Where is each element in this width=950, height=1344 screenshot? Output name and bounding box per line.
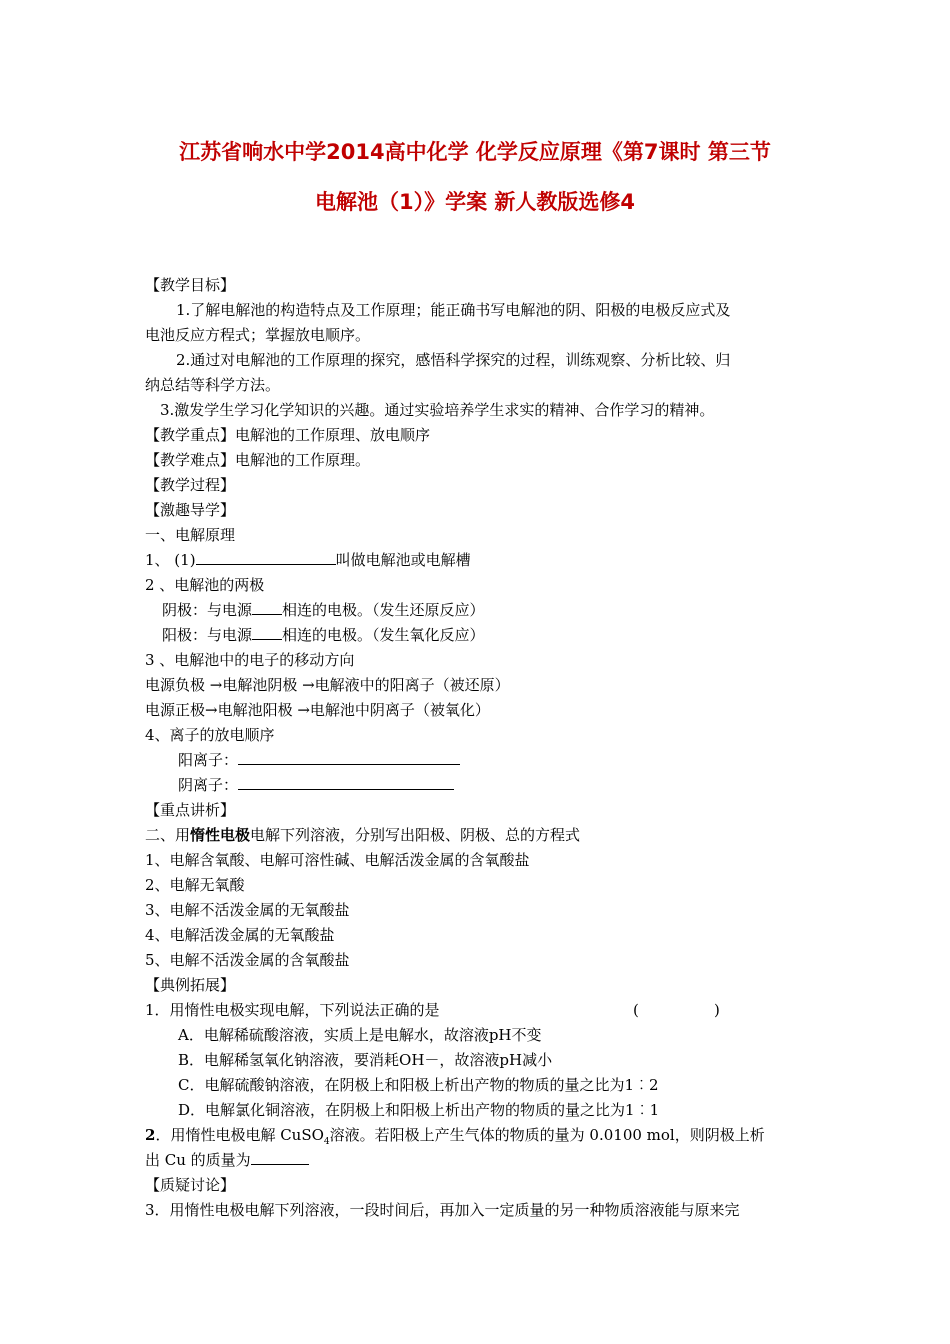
discussion-heading: 【质疑讨论】: [145, 1176, 236, 1194]
question-1-suffix: 叫做电解池或电解槽: [335, 551, 471, 569]
anode-line: [162, 625, 485, 645]
list-item: 4、电解活泼金属的无氧酸盐: [145, 926, 335, 944]
subscript: 4: [323, 1137, 330, 1147]
answer-blank: [252, 625, 282, 640]
option-c: C．电解硫酸钠溶液，在阴极上和阳极上析出产物的物质的量之比为1︰2: [178, 1076, 659, 1094]
answer-paren-right: ): [714, 1001, 720, 1019]
question-text-2: 溶液。若阳极上产生气体的物质的量为 0.0100 mol，则阴极上析: [329, 1126, 765, 1144]
objective-1a: 1.了解电解池的构造特点及工作原理；能正确书写电解池的阴、阳极的电极反应式及: [176, 301, 731, 319]
cathode-label: 阴极：与电源: [162, 601, 253, 619]
anode-label: 阳极：与电源: [162, 626, 253, 644]
cathode-desc: 相连的电极。（发生还原反应）: [282, 601, 485, 619]
anion-order: [178, 775, 454, 795]
intro-text-2: 电解下列溶液，分别写出阳极、阴极、总的方程式: [250, 826, 581, 844]
list-item: 5、电解不活泼金属的含氧酸盐: [145, 951, 350, 969]
discussion-question-3: 3．用惰性电极电解下列溶液，一段时间后，再加入一定质量的另一种物质溶液能与原来完: [145, 1201, 740, 1219]
objective-3: 3.激发学生学习化学知识的兴趣。通过实验培养学生求实的精神、合作学习的精神。: [160, 401, 715, 419]
question-1-prefix: 1、 (1): [145, 551, 196, 569]
answer-blank: [252, 600, 282, 615]
cation-order: [178, 750, 460, 770]
difficulties: 【教学难点】电解池的工作原理。: [145, 451, 371, 469]
list-item: 3、电解不活泼金属的无氧酸盐: [145, 901, 350, 919]
example-question-2: [145, 1125, 765, 1152]
anion-label: 阴离子：: [178, 776, 239, 794]
option-a: A．电解稀硫酸溶液，实质上是电解水，故溶液pH不变: [178, 1026, 542, 1044]
objective-2a: 2.通过对电解池的工作原理的探究，感悟科学探究的过程，训练观察、分析比较、归: [176, 351, 731, 369]
list-item: 2、电解无氧酸: [145, 876, 245, 894]
example-question-2-cont: [145, 1150, 309, 1170]
electron-flow-2: 电源正极→电解池阳极 →电解池中阴离子（被氧化）: [145, 701, 490, 719]
option-d: D．电解氯化铜溶液，在阴极上和阳极上析出产物的物质的量之比为1︰1: [178, 1101, 660, 1119]
key-points: 【教学重点】电解池的工作原理、放电顺序: [145, 426, 431, 444]
objective-1b: 电池反应方程式；掌握放电顺序。: [145, 326, 371, 344]
question-1: [145, 550, 471, 570]
process-heading: 【教学过程】: [145, 476, 236, 494]
anode-desc: 相连的电极。（发生氧化反应）: [282, 626, 485, 644]
question-text-3: 出 Cu 的质量为: [145, 1151, 251, 1169]
question-3: 3 、电解池中的电子的移动方向: [145, 651, 355, 669]
objectives-heading: 【教学目标】: [145, 276, 236, 294]
question-2: 2 、电解池的两极: [145, 576, 265, 594]
answer-blank: [238, 775, 454, 790]
title-line-1: 江苏省响水中学2014高中化学 化学反应原理《第7课时 第三节: [179, 140, 771, 164]
cation-label: 阳离子：: [178, 751, 239, 769]
answer-blank: [251, 1150, 309, 1165]
intro-text: 二、用: [145, 826, 191, 844]
example-question-1: 1．用惰性电极实现电解，下列说法正确的是: [145, 1001, 440, 1019]
section2-heading: 【重点讲析】: [145, 801, 236, 819]
answer-blank: [238, 750, 460, 765]
section1-heading: 一、电解原理: [145, 526, 236, 544]
question-text: ．用惰性电极电解 CuSO: [155, 1126, 324, 1144]
intro-heading: 【激趣导学】: [145, 501, 236, 519]
option-b: B．电解稀氢氧化钠溶液，要消耗OH－，故溶液pH减小: [178, 1051, 553, 1069]
answer-paren-left: (: [633, 1001, 639, 1019]
examples-heading: 【典例拓展】: [145, 976, 236, 994]
section2-intro: [145, 825, 580, 845]
question-number: 2: [145, 1126, 156, 1144]
title-line-2: 电解池（1）》学案 新人教版选修4: [314, 190, 636, 214]
question-4: 4、离子的放电顺序: [145, 726, 275, 744]
electron-flow-1: 电源负极 →电解池阴极 →电解液中的阳离子（被还原）: [145, 676, 510, 694]
objective-2b: 纳总结等科学方法。: [145, 376, 281, 394]
answer-blank: [196, 550, 336, 565]
list-item: 1、电解含氧酸、电解可溶性碱、电解活泼金属的含氧酸盐: [145, 851, 530, 869]
cathode-line: [162, 600, 485, 620]
intro-bold: 惰性电极: [190, 826, 251, 844]
